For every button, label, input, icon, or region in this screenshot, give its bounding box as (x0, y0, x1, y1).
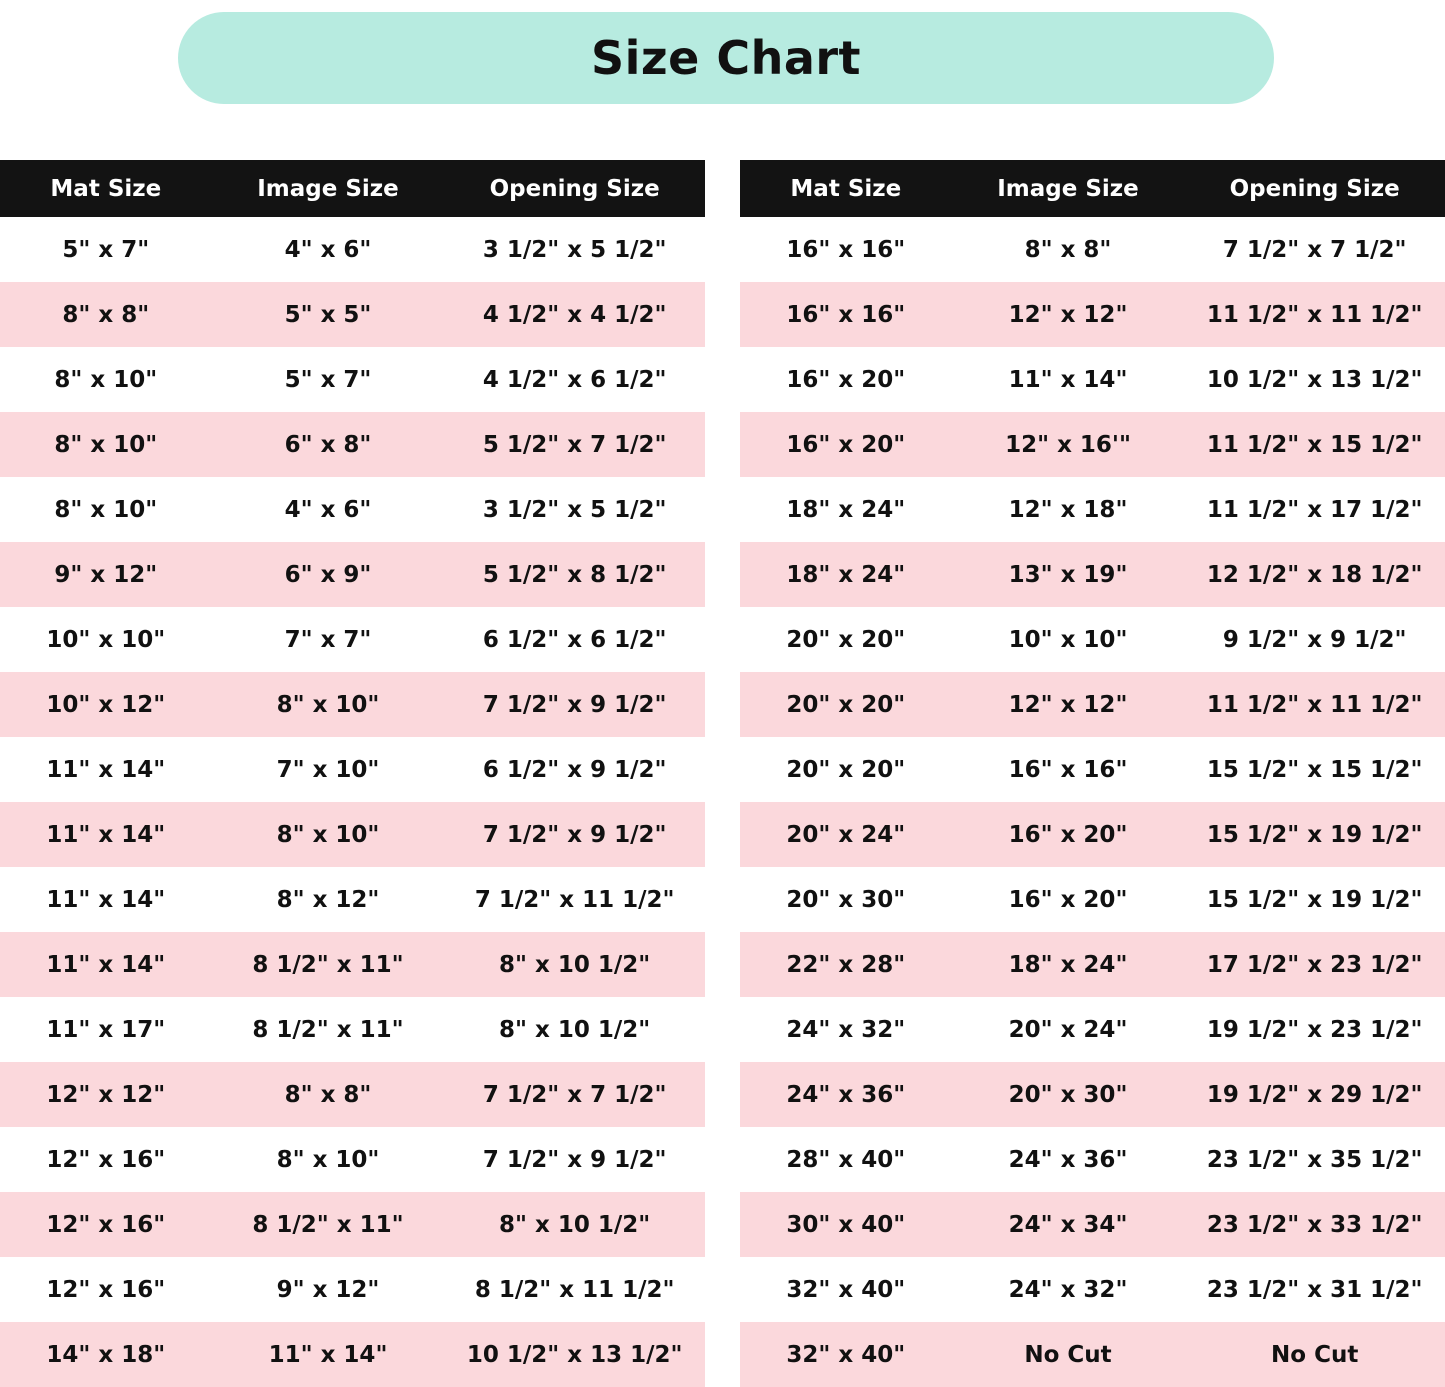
table-cell: 24" x 36" (952, 1127, 1185, 1192)
left-table-head (0, 160, 705, 217)
left-table-wrap (0, 160, 705, 1387)
table-row (0, 1127, 705, 1192)
table-cell: 7 1/2" x 9 1/2" (444, 802, 705, 867)
table-cell: 5 1/2" x 8 1/2" (444, 542, 705, 607)
table-cell: 20" x 20" (740, 737, 952, 802)
table-cell: 15 1/2" x 19 1/2" (1184, 867, 1445, 932)
column-header-image-size: Image Size (212, 160, 445, 217)
table-cell: 10" x 12" (0, 672, 212, 737)
table-row (740, 1062, 1445, 1127)
table-row (0, 412, 705, 477)
right-size-table (740, 160, 1445, 1387)
table-row (740, 282, 1445, 347)
table-cell: 23 1/2" x 31 1/2" (1184, 1257, 1445, 1322)
table-header-row (0, 160, 705, 217)
right-table-head (740, 160, 1445, 217)
table-row (0, 997, 705, 1062)
table-cell: 16" x 20" (952, 802, 1185, 867)
table-row (0, 1257, 705, 1322)
table-cell: 6" x 8" (212, 412, 445, 477)
table-cell: 16" x 16" (740, 282, 952, 347)
table-cell: 5" x 5" (212, 282, 445, 347)
table-cell: 8" x 8" (952, 217, 1185, 282)
table-cell: 11 1/2" x 11 1/2" (1184, 672, 1445, 737)
table-cell: 20" x 20" (740, 672, 952, 737)
table-cell: 15 1/2" x 15 1/2" (1184, 737, 1445, 802)
table-cell: 16" x 20" (740, 412, 952, 477)
table-row (0, 282, 705, 347)
table-cell: 32" x 40" (740, 1322, 952, 1387)
table-cell: 5" x 7" (0, 217, 212, 282)
table-cell: 16" x 16" (740, 217, 952, 282)
table-cell: 23 1/2" x 35 1/2" (1184, 1127, 1445, 1192)
table-cell: 7 1/2" x 11 1/2" (444, 867, 705, 932)
table-cell: 10" x 10" (952, 607, 1185, 672)
table-cell: 8" x 10 1/2" (444, 1192, 705, 1257)
right-table-wrap (740, 160, 1445, 1387)
table-cell: 9" x 12" (0, 542, 212, 607)
table-cell: 11" x 14" (0, 802, 212, 867)
table-cell: 6 1/2" x 9 1/2" (444, 737, 705, 802)
table-cell: 30" x 40" (740, 1192, 952, 1257)
column-header-mat-size: Mat Size (0, 160, 212, 217)
table-cell: 8 1/2" x 11" (212, 997, 445, 1062)
table-cell: 4 1/2" x 6 1/2" (444, 347, 705, 412)
table-cell: 20" x 30" (740, 867, 952, 932)
table-cell: 18" x 24" (740, 477, 952, 542)
table-cell: 8" x 10" (0, 412, 212, 477)
table-cell: 16" x 20" (740, 347, 952, 412)
table-cell: 12" x 16" (0, 1127, 212, 1192)
table-row (740, 1192, 1445, 1257)
table-row (740, 672, 1445, 737)
table-cell: 20" x 24" (740, 802, 952, 867)
table-row (0, 1192, 705, 1257)
table-cell: 24" x 34" (952, 1192, 1185, 1257)
table-cell: 10" x 10" (0, 607, 212, 672)
table-row (740, 607, 1445, 672)
table-row (740, 542, 1445, 607)
left-table-body (0, 217, 705, 1387)
table-row (0, 607, 705, 672)
table-cell: 8" x 10 1/2" (444, 997, 705, 1062)
table-row (0, 1062, 705, 1127)
table-cell: 12" x 12" (952, 282, 1185, 347)
table-cell: 12 1/2" x 18 1/2" (1184, 542, 1445, 607)
table-cell: 5" x 7" (212, 347, 445, 412)
table-row (740, 1322, 1445, 1387)
table-cell: 8" x 10" (212, 802, 445, 867)
table-cell: 8" x 10" (0, 477, 212, 542)
table-cell: 19 1/2" x 23 1/2" (1184, 997, 1445, 1062)
table-row (740, 1257, 1445, 1322)
table-cell: 11" x 14" (212, 1322, 445, 1387)
table-cell: 11" x 14" (0, 932, 212, 997)
title-banner (178, 12, 1274, 104)
table-cell: 6" x 9" (212, 542, 445, 607)
table-cell: 3 1/2" x 5 1/2" (444, 477, 705, 542)
table-cell: 4" x 6" (212, 217, 445, 282)
column-header-image-size: Image Size (952, 160, 1185, 217)
table-cell: 7 1/2" x 7 1/2" (1184, 217, 1445, 282)
table-cell: 11" x 17" (0, 997, 212, 1062)
table-cell: 8" x 10" (212, 672, 445, 737)
column-header-mat-size: Mat Size (740, 160, 952, 217)
table-row (740, 737, 1445, 802)
table-row (0, 867, 705, 932)
table-cell: 12" x 16" (0, 1257, 212, 1322)
table-cell: 20" x 30" (952, 1062, 1185, 1127)
tables-container (0, 160, 1445, 1387)
table-cell: 10 1/2" x 13 1/2" (1184, 347, 1445, 412)
table-cell: 20" x 24" (952, 997, 1185, 1062)
column-header-opening-size: Opening Size (444, 160, 705, 217)
table-cell: No Cut (952, 1322, 1185, 1387)
table-cell: 12" x 12" (0, 1062, 212, 1127)
table-cell: 20" x 20" (740, 607, 952, 672)
table-row (740, 867, 1445, 932)
table-cell: 9" x 12" (212, 1257, 445, 1322)
table-cell: 11" x 14" (0, 867, 212, 932)
table-cell: 6 1/2" x 6 1/2" (444, 607, 705, 672)
table-cell: 10 1/2" x 13 1/2" (444, 1322, 705, 1387)
table-header-row (740, 160, 1445, 217)
table-row (0, 542, 705, 607)
table-row (0, 477, 705, 542)
table-cell: 8" x 8" (212, 1062, 445, 1127)
table-row (0, 932, 705, 997)
table-cell: 11 1/2" x 17 1/2" (1184, 477, 1445, 542)
table-cell: 17 1/2" x 23 1/2" (1184, 932, 1445, 997)
table-cell: 24" x 32" (952, 1257, 1185, 1322)
table-cell: No Cut (1184, 1322, 1445, 1387)
table-row (0, 802, 705, 867)
table-cell: 7" x 10" (212, 737, 445, 802)
table-cell: 4" x 6" (212, 477, 445, 542)
table-cell: 15 1/2" x 19 1/2" (1184, 802, 1445, 867)
table-cell: 11" x 14" (0, 737, 212, 802)
table-cell: 11" x 14" (952, 347, 1185, 412)
table-cell: 3 1/2" x 5 1/2" (444, 217, 705, 282)
table-cell: 23 1/2" x 33 1/2" (1184, 1192, 1445, 1257)
table-cell: 13" x 19" (952, 542, 1185, 607)
table-cell: 12" x 16'" (952, 412, 1185, 477)
table-cell: 8 1/2" x 11 1/2" (444, 1257, 705, 1322)
table-cell: 18" x 24" (952, 932, 1185, 997)
table-cell: 32" x 40" (740, 1257, 952, 1322)
table-cell: 8" x 12" (212, 867, 445, 932)
table-cell: 8 1/2" x 11" (212, 932, 445, 997)
table-cell: 8" x 8" (0, 282, 212, 347)
table-cell: 22" x 28" (740, 932, 952, 997)
table-row (740, 802, 1445, 867)
table-cell: 12" x 18" (952, 477, 1185, 542)
table-cell: 7 1/2" x 7 1/2" (444, 1062, 705, 1127)
table-cell: 8" x 10" (212, 1127, 445, 1192)
table-row (740, 347, 1445, 412)
table-cell: 12" x 12" (952, 672, 1185, 737)
table-cell: 14" x 18" (0, 1322, 212, 1387)
table-row (0, 347, 705, 412)
table-row (740, 1127, 1445, 1192)
table-cell: 9 1/2" x 9 1/2" (1184, 607, 1445, 672)
column-header-opening-size: Opening Size (1184, 160, 1445, 217)
table-row (0, 737, 705, 802)
table-cell: 5 1/2" x 7 1/2" (444, 412, 705, 477)
table-row (740, 997, 1445, 1062)
table-cell: 4 1/2" x 4 1/2" (444, 282, 705, 347)
left-size-table (0, 160, 705, 1387)
table-cell: 24" x 36" (740, 1062, 952, 1127)
table-cell: 19 1/2" x 29 1/2" (1184, 1062, 1445, 1127)
table-cell: 11 1/2" x 15 1/2" (1184, 412, 1445, 477)
table-cell: 8" x 10 1/2" (444, 932, 705, 997)
table-row (740, 932, 1445, 997)
table-cell: 16" x 20" (952, 867, 1185, 932)
table-cell: 28" x 40" (740, 1127, 952, 1192)
page-title: Size Chart (590, 31, 862, 85)
table-row (0, 1322, 705, 1387)
table-cell: 7 1/2" x 9 1/2" (444, 672, 705, 737)
table-row (740, 412, 1445, 477)
table-cell: 24" x 32" (740, 997, 952, 1062)
table-row (740, 217, 1445, 282)
table-cell: 7 1/2" x 9 1/2" (444, 1127, 705, 1192)
table-cell: 18" x 24" (740, 542, 952, 607)
right-table-body (740, 217, 1445, 1387)
table-cell: 7" x 7" (212, 607, 445, 672)
table-cell: 8" x 10" (0, 347, 212, 412)
table-row (0, 217, 705, 282)
table-cell: 11 1/2" x 11 1/2" (1184, 282, 1445, 347)
table-row (0, 672, 705, 737)
table-cell: 16" x 16" (952, 737, 1185, 802)
table-cell: 8 1/2" x 11" (212, 1192, 445, 1257)
table-cell: 12" x 16" (0, 1192, 212, 1257)
table-row (740, 477, 1445, 542)
